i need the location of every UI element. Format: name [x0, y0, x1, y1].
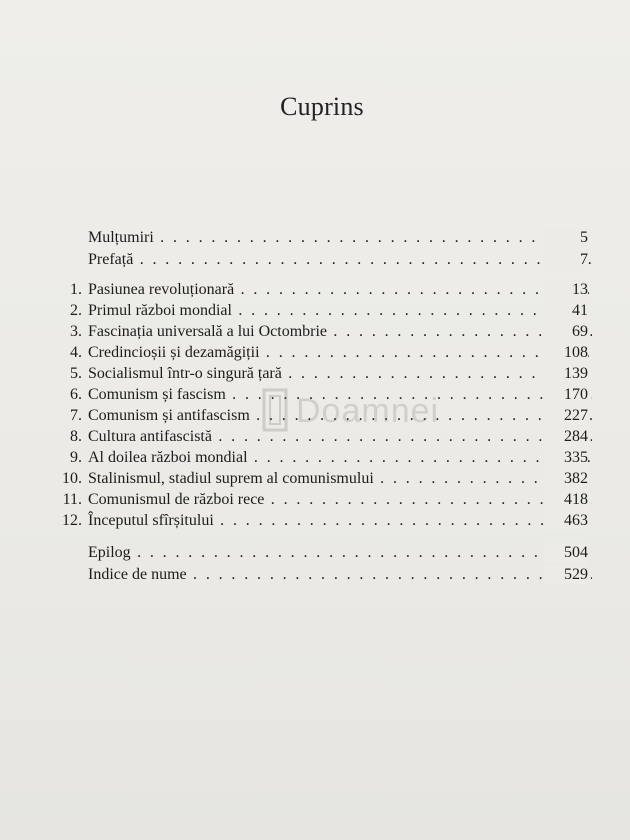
chapter-number: 10. [62, 470, 82, 487]
toc-chapter-row [0, 490, 630, 510]
chapter-title: Cultura antifascistă . . . [88, 428, 592, 445]
chapter-title: Primul război mondial . . . [88, 302, 592, 319]
chapter-title: Comunism și fascism . . . [88, 386, 592, 403]
toc-entry-page: 504 [544, 543, 588, 563]
toc-entry-page: 5 [544, 228, 588, 248]
watermark-text: Doamnei [296, 392, 440, 430]
toc-entry-page: 7 [544, 250, 588, 270]
toc-entry-preface [0, 250, 630, 270]
toc-entry-label: Prefață . . . [88, 251, 592, 268]
toc-chapter-row [0, 280, 630, 300]
chapter-title: Pasiunea revoluționară . . . [88, 281, 592, 298]
chapter-title: Stalinismul, stadiul suprem al comunismului . . . [88, 470, 592, 487]
chapter-title: Fascinația universală a lui Octombrie . . . [88, 323, 592, 340]
chapter-page: 284 [544, 427, 588, 447]
chapter-title: Comunismul de război rece . . . [88, 491, 592, 508]
chapter-page: 463 [544, 511, 588, 531]
toc-chapter-row [0, 448, 630, 468]
toc-entry-acknowledgements [0, 228, 630, 248]
toc-chapter-row [0, 322, 630, 342]
chapter-page: 227 [544, 406, 588, 426]
chapter-page: 139 [544, 364, 588, 384]
chapter-number: 12. [62, 512, 82, 529]
toc-chapter-row [0, 343, 630, 363]
chapter-title: Începutul sfîrșitului . . . [88, 512, 592, 529]
toc-entry-label: Indice de nume . . . [88, 566, 592, 583]
chapter-title: Credincioșii și dezamăgiții . . . [88, 344, 592, 361]
chapter-number: 5. [70, 365, 82, 382]
toc-chapter-row [0, 469, 630, 489]
toc-chapter-row [0, 511, 630, 531]
chapter-page: 13 [544, 280, 588, 300]
chapter-page: 170 [544, 385, 588, 405]
chapter-number: 8. [70, 428, 82, 445]
chapter-number: 11. [62, 491, 82, 508]
toc-entry-index [0, 565, 630, 585]
toc-entry-label: Epilog . . . [88, 544, 592, 561]
toc-entry-page: 529 [544, 565, 588, 585]
toc-entry-label: Mulțumiri . . . [88, 229, 592, 246]
toc-entry-epilogue [0, 543, 630, 563]
chapter-page: 335 [544, 448, 588, 468]
chapter-page: 382 [544, 469, 588, 489]
chapter-number: 7. [70, 407, 82, 424]
chapter-number: 6. [70, 386, 82, 403]
chapter-page: 69 [544, 322, 588, 342]
page-title: Cuprins [280, 92, 364, 121]
chapter-number: 2. [70, 302, 82, 319]
chapter-number: 1. [70, 281, 82, 298]
toc-chapter-row [0, 364, 630, 384]
chapter-page: 41 [544, 301, 588, 321]
chapter-page: 418 [544, 490, 588, 510]
chapter-page: 108 [544, 343, 588, 363]
chapter-title: Comunism și antifascism . . . [88, 407, 592, 424]
chapter-title: Socialismul într-o singură țară . . . [88, 365, 592, 382]
chapter-title: Al doilea război mondial . . . [88, 449, 592, 466]
chapter-number: 4. [70, 344, 82, 361]
chapter-number: 3. [70, 323, 82, 340]
chapter-number: 9. [70, 449, 82, 466]
toc-chapter-row [0, 301, 630, 321]
